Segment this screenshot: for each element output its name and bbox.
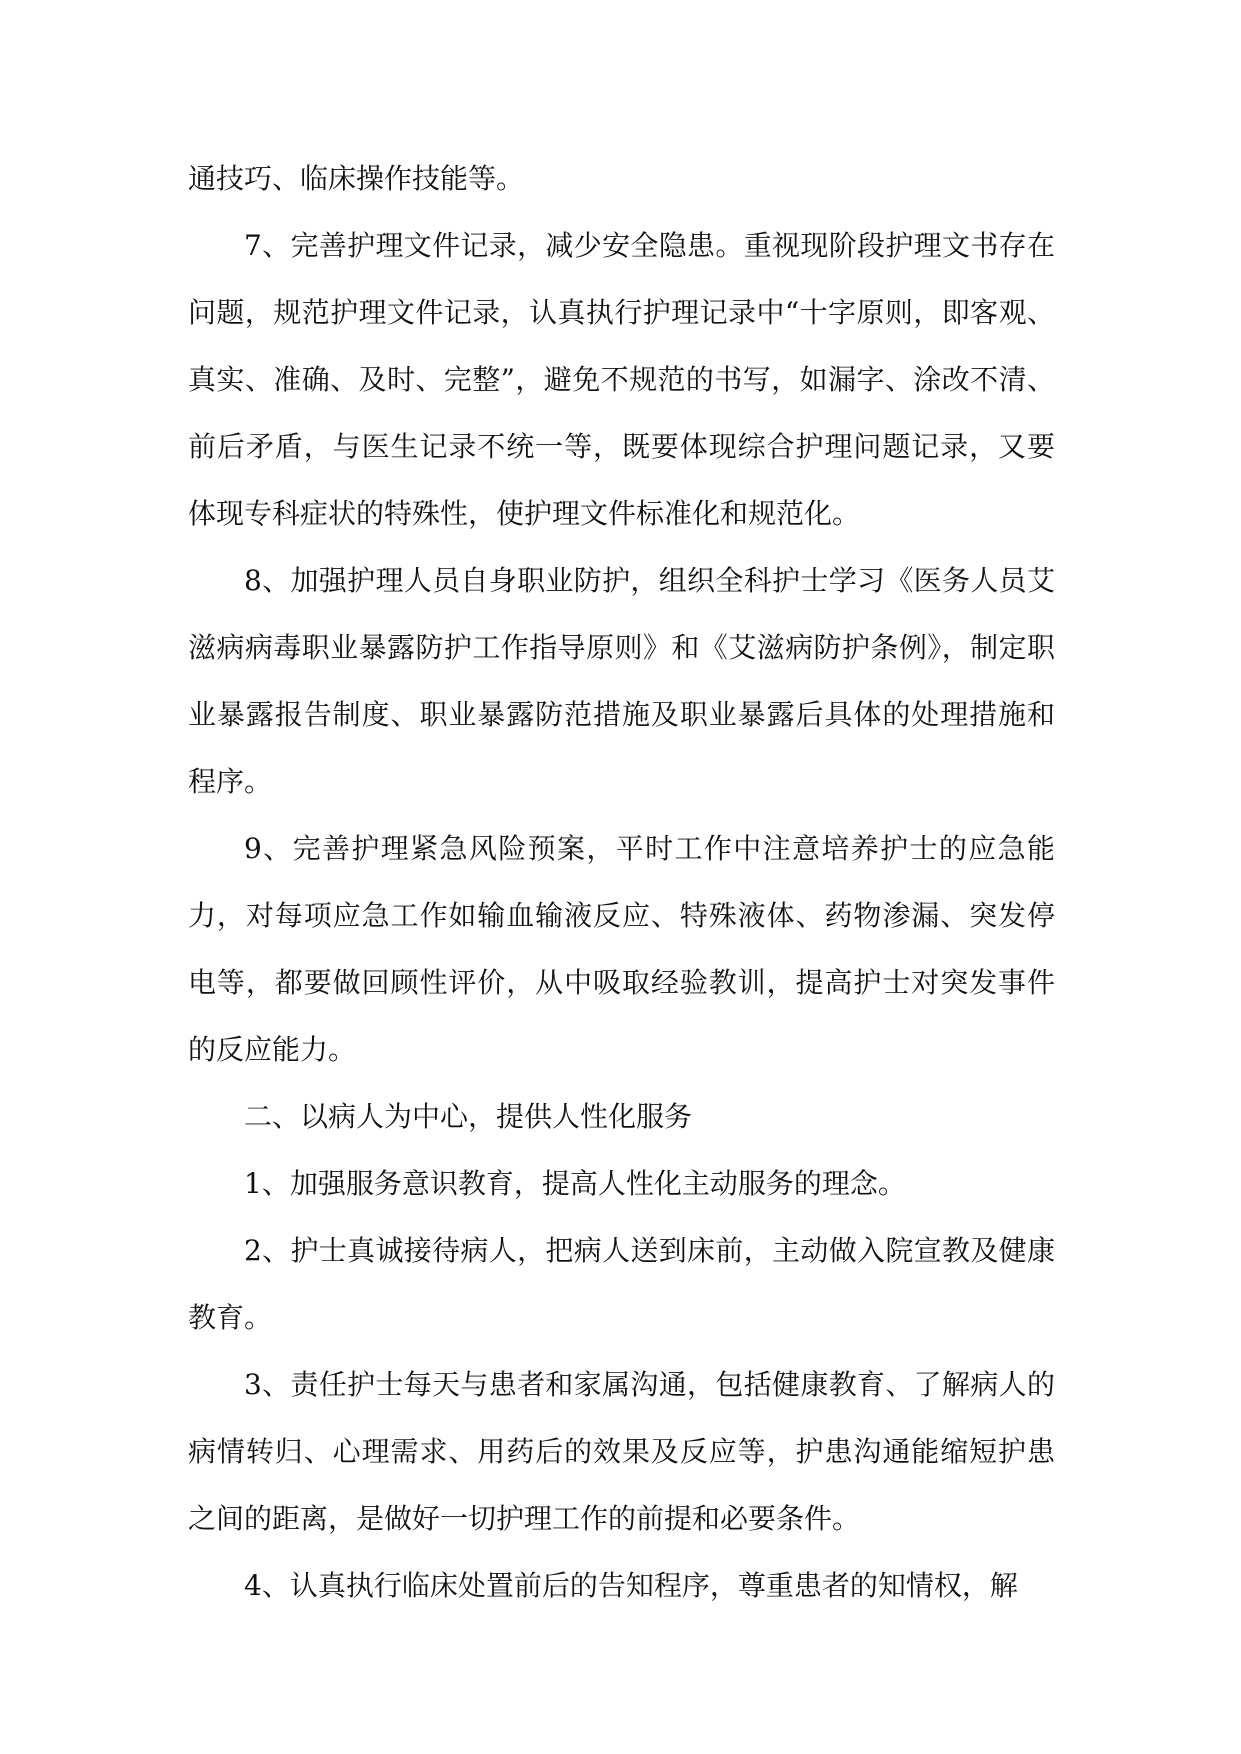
paragraph-item-8: 8、加强护理人员自身职业防护，组织全科护士学习《医务人员艾滋病病毒职业暴露防护工作指导原则》和《艾滋病防护条例》，制定职业暴露报告制度、职业暴露防范措施及职业暴露后具体的处理措施和程序。 xyxy=(188,564,1055,798)
paragraph-item-1: 1、加强服务意识教育，提高人性化主动服务的理念。 xyxy=(244,1167,906,1200)
paragraph-item-4: 4、认真执行临床处置前后的告知程序，尊重患者的知情权，解 xyxy=(244,1569,1018,1602)
paragraph-item-7: 7、完善护理文件记录，减少安全隐患。重视现阶段护理文书存在问题，规范护理文件记录，认真执行护理记录中“十字原则，即客观、真实、准确、及时、完整”，避免不规范的书写，如漏字、涂改不清、前后矛盾，与医生记录不统一等，既要体现综合护理问题记录，又要体现专科症状的特殊性，使护理文件标准化和规范化。 xyxy=(188,229,1055,530)
paragraph-continuation: 通技巧、临床操作技能等。 xyxy=(188,162,525,195)
section-heading-2: 二、以病人为中心，提供人性化服务 xyxy=(244,1100,693,1133)
paragraph-item-9: 9、完善护理紧急风险预案，平时工作中注意培养护士的应急能力，对每项应急工作如输血输液反应、特殊液体、药物渗漏、突发停电等，都要做回顾性评价，从中吸取经验教训，提高护士对突发事件的反应能力。 xyxy=(188,832,1055,1066)
paragraph-item-3: 3、责任护士每天与患者和家属沟通，包括健康教育、了解病人的病情转归、心理需求、用药后的效果及反应等，护患沟通能缩短护患之间的距离，是做好一切护理工作的前提和必要条件。 xyxy=(188,1368,1055,1535)
document-body xyxy=(188,145,1055,1619)
paragraph-item-2: 2、护士真诚接待病人，把病人送到床前，主动做入院宣教及健康教育。 xyxy=(188,1234,1055,1334)
